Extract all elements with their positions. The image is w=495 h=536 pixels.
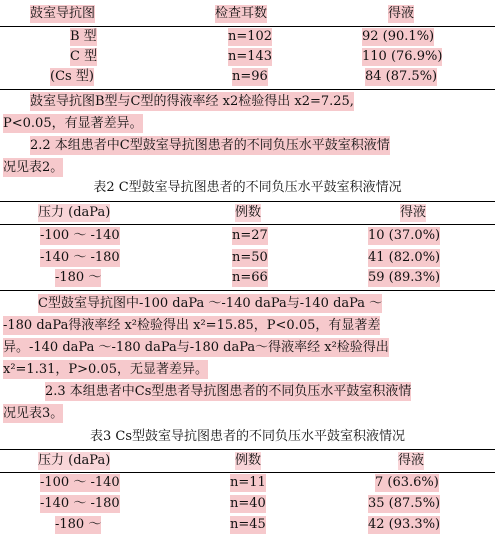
table-cell: n=66 <box>232 270 268 285</box>
table-cell: n=96 <box>232 69 268 84</box>
table-cell: n=11 <box>230 475 266 490</box>
table-header-cell: 检查耳数 <box>215 6 268 21</box>
table-row <box>0 494 495 514</box>
table-cell: 42 (93.3%) <box>368 517 441 532</box>
table-header-cell: 得液 <box>388 6 415 21</box>
text-line: x²=1.31，P>0.05，无显著差异。 <box>3 362 208 377</box>
table-row <box>0 515 495 535</box>
table-cell: -100 ～ -140 <box>40 228 120 243</box>
table-header-cell: 得液 <box>400 205 427 220</box>
table-cell: -180 ～ <box>55 517 102 532</box>
table-rule <box>0 449 495 450</box>
table-cell: -140 ～ -180 <box>40 250 120 265</box>
table-cell: n=40 <box>230 496 266 511</box>
table-cell: 10 (37.0%) <box>368 228 441 243</box>
table-cell: 92 (90.1%) <box>362 29 435 44</box>
table-3-title: 表3 Cs型鼓室导抗图患者的不同负压水平鼓室积液情况 <box>89 429 406 444</box>
table-cell: n=102 <box>228 29 273 44</box>
table-header-cell: 例数 <box>235 453 262 468</box>
table-cell: n=27 <box>232 228 268 243</box>
table-row <box>0 27 495 47</box>
text-line: 况见表2。 <box>3 160 64 175</box>
table-row <box>0 226 495 246</box>
table-header-cell: 鼓室导抗图 <box>30 6 96 21</box>
table-cell: C 型 <box>70 49 98 64</box>
text-line: 异。-140 daPa ～-180 daPa与-180 daPa～得液率经 x²检验得出 <box>3 340 389 355</box>
table-cell: 41 (82.0%) <box>368 250 441 265</box>
table-cell: -180 ～ <box>55 270 102 285</box>
table-row <box>0 473 495 493</box>
table-cell: n=50 <box>232 250 268 265</box>
table-rule <box>0 89 495 90</box>
table-header-row <box>0 451 495 471</box>
table-header-row <box>0 4 495 24</box>
table-header-row <box>0 203 495 223</box>
text-line: -180 daPa得液率经 x²检验得出 x²=15.85，P<0.05，有显著差 <box>3 318 381 333</box>
table-rule <box>0 224 495 225</box>
table-rule <box>0 290 495 291</box>
table-rule <box>0 201 495 202</box>
text-line: P<0.05，有显著差异。 <box>3 116 143 131</box>
table-cell: n=143 <box>228 49 273 64</box>
table-cell: -100 ～ -140 <box>40 475 120 490</box>
text-line: 2.3 本组患者中Cs型患者导抗图患者的不同负压水平鼓室积液情 <box>45 384 412 399</box>
table-2-title: 表2 C型鼓室导抗图患者的不同负压水平鼓室积液情况 <box>93 180 402 195</box>
table-cell: (Cs 型) <box>50 69 94 84</box>
text-line: 况见表3。 <box>3 406 64 421</box>
table-header-cell: 压力 (daPa) <box>38 205 111 220</box>
table-cell: B 型 <box>70 29 97 44</box>
table-cell: -140 ～ -180 <box>40 496 120 511</box>
table-cell: 35 (87.5%) <box>368 496 441 511</box>
table-row <box>0 47 495 67</box>
table-cell: 7 (63.6%) <box>375 475 439 490</box>
table-header-cell: 得液 <box>398 453 425 468</box>
table-header-cell: 压力 (daPa) <box>38 453 111 468</box>
text-line: C型鼓室导抗图中-100 daPa ～-140 daPa与-140 daPa ～ <box>38 296 383 311</box>
table-cell: 59 (89.3%) <box>368 270 441 285</box>
table-cell: 110 (76.9%) <box>362 49 443 64</box>
table-cell: n=45 <box>230 517 266 532</box>
table-row <box>0 67 495 87</box>
text-line: 2.2 本组患者中C型鼓室导抗图患者的不同负压水平鼓室积液情 <box>30 138 390 153</box>
table-header-cell: 例数 <box>235 205 262 220</box>
table-cell: 84 (87.5%) <box>365 69 438 84</box>
table-row <box>0 268 495 288</box>
table-row <box>0 248 495 268</box>
text-line: 鼓室导抗图B型与C型的得液率经 x2检验得出 x2=7.25, <box>30 94 354 109</box>
